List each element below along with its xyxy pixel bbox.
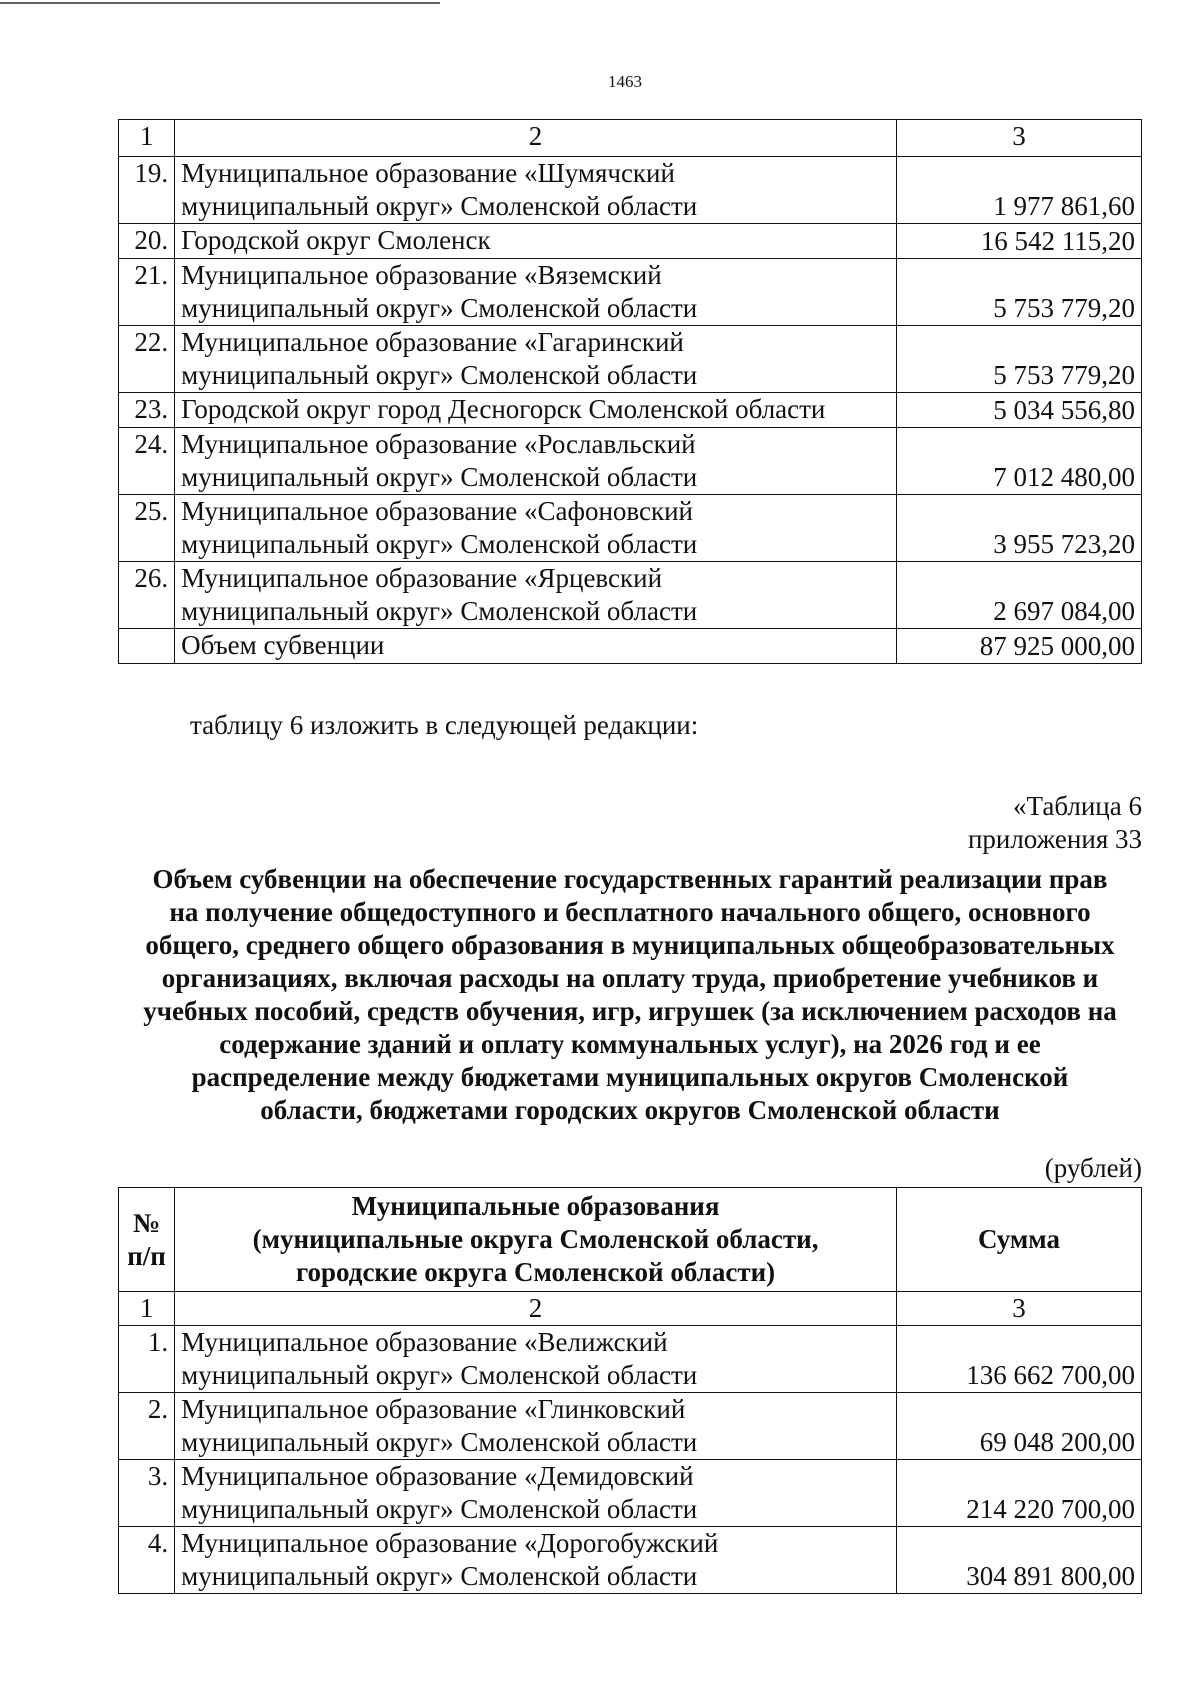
table-row — [119, 495, 1142, 562]
row-name — [175, 1527, 897, 1594]
row-sum: 304 891 800,00 — [896, 1527, 1141, 1594]
row-name: Городской округ город Десногорск Смоленской области — [175, 393, 897, 428]
row-number: 19. — [119, 157, 175, 224]
table-row — [119, 157, 1142, 224]
row-name-line1: Муниципальное образование «Шумячский — [181, 158, 675, 188]
header-col-1: 1 — [119, 1292, 175, 1326]
row-number: 20. — [119, 224, 175, 259]
row-sum: 16 542 115,20 — [896, 224, 1141, 259]
heading-line: Объем субвенции на обеспечение государственных гарантий реализации прав — [152, 864, 1108, 894]
column-titles-row — [119, 1188, 1142, 1292]
row-name-line1: Муниципальное образование «Рославльский — [181, 429, 696, 459]
table-reference — [968, 790, 1142, 856]
row-sum: 7 012 480,00 — [896, 428, 1141, 495]
heading-line: на получение общедоступного и бесплатного начального общего, основного — [169, 897, 1091, 927]
row-number: 22. — [119, 326, 175, 393]
heading-line: содержание зданий и оплату коммунальных услуг), на 2026 год и ее — [219, 1029, 1041, 1059]
row-number: 4. — [119, 1527, 175, 1594]
row-sum: 69 048 200,00 — [896, 1393, 1141, 1460]
row-number: 25. — [119, 495, 175, 562]
table-heading — [110, 863, 1150, 1127]
top-scan-rule — [0, 2, 440, 4]
table-row — [119, 428, 1142, 495]
subvention-table-6 — [118, 1187, 1142, 1594]
table-row — [119, 259, 1142, 326]
heading-line: области, бюджетами городских округов Смоленской области — [260, 1095, 1000, 1125]
header-col-3: 3 — [896, 1292, 1141, 1326]
column-title-number-line1: № — [133, 1207, 161, 1238]
row-name — [175, 157, 897, 224]
row-sum: 136 662 700,00 — [896, 1326, 1141, 1393]
row-number: 21. — [119, 259, 175, 326]
table-header-row — [119, 1292, 1142, 1326]
row-name-line1: Муниципальное образование «Сафоновский — [181, 496, 694, 526]
row-name — [175, 259, 897, 326]
row-name — [175, 1460, 897, 1527]
table-reference-line2: приложения 33 — [967, 824, 1142, 854]
column-title-number — [119, 1188, 175, 1292]
row-number: 23. — [119, 393, 175, 428]
total-number-empty — [119, 629, 175, 664]
page-number: 1463 — [608, 72, 642, 91]
row-name-line1: Муниципальное образование «Дорогобужский — [181, 1528, 719, 1558]
row-name-line1: Муниципальное образование «Ярцевский — [181, 563, 663, 593]
header-col-2: 2 — [175, 1292, 897, 1326]
total-sum: 87 925 000,00 — [896, 629, 1141, 664]
row-sum: 3 955 723,20 — [896, 495, 1141, 562]
subvention-table-continued — [118, 119, 1142, 664]
row-name — [175, 495, 897, 562]
heading-line: общего, среднего общего образования в муниципальных общеобразовательных — [145, 930, 1115, 960]
row-name-line1: Муниципальное образование «Гагаринский — [181, 327, 684, 357]
heading-line: учебных пособий, средств обучения, игр, игрушек (за исключением расходов на — [143, 996, 1117, 1026]
header-col-2: 2 — [175, 120, 897, 157]
table-row — [119, 224, 1142, 259]
row-name-line2: муниципальный округ» Смоленской области — [181, 596, 698, 626]
row-name-line1: Муниципальное образование «Велижский — [181, 1327, 668, 1357]
row-name-line2: муниципальный округ» Смоленской области — [181, 293, 698, 323]
unit-label: (рублей) — [1044, 1153, 1142, 1183]
column-title-sum: Сумма — [896, 1188, 1141, 1292]
heading-line: распределение между бюджетами муниципальных округов Смоленской — [191, 1062, 1069, 1092]
row-name: Городской округ Смоленск — [175, 224, 897, 259]
row-sum: 1 977 861,60 — [896, 157, 1141, 224]
row-name-line2: муниципальный округ» Смоленской области — [181, 360, 698, 390]
row-name — [175, 562, 897, 629]
row-name — [175, 1393, 897, 1460]
table-row — [119, 1460, 1142, 1527]
row-number: 2. — [119, 1393, 175, 1460]
row-name-line2: муниципальный округ» Смоленской области — [181, 462, 698, 492]
row-name-line1: Муниципальное образование «Вяземский — [181, 260, 662, 290]
column-title-name-line1: Муниципальные образования — [351, 1191, 720, 1221]
header-col-3: 3 — [896, 120, 1141, 157]
table-total-row — [119, 629, 1142, 664]
row-name-line2: муниципальный округ» Смоленской области — [181, 191, 698, 221]
heading-line: организациях, включая расходы на оплату труда, приобретение учебников и — [161, 963, 1099, 993]
total-label: Объем субвенции — [175, 629, 897, 664]
row-name-line2: муниципальный округ» Смоленской области — [181, 1427, 698, 1457]
row-name — [175, 428, 897, 495]
row-sum: 5 034 556,80 — [896, 393, 1141, 428]
table-reference-line1: «Таблица 6 — [1013, 791, 1142, 821]
table-row — [119, 1326, 1142, 1393]
row-name-line1: Муниципальное образование «Глинковский — [181, 1394, 686, 1424]
column-title-name-line2: (муниципальные округа Смоленской области, — [252, 1224, 819, 1254]
row-sum: 2 697 084,00 — [896, 562, 1141, 629]
row-name-line1: Муниципальное образование «Демидовский — [181, 1461, 694, 1491]
row-number: 3. — [119, 1460, 175, 1527]
table-row — [119, 326, 1142, 393]
intro-text: таблицу 6 изложить в следующей редакции: — [190, 710, 699, 740]
row-sum: 5 753 779,20 — [896, 259, 1141, 326]
row-name-line2: муниципальный округ» Смоленской области — [181, 1494, 698, 1524]
table-row — [119, 393, 1142, 428]
row-name — [175, 326, 897, 393]
header-col-1: 1 — [119, 120, 175, 157]
row-number: 1. — [119, 1326, 175, 1393]
row-sum: 214 220 700,00 — [896, 1460, 1141, 1527]
row-name-line2: муниципальный округ» Смоленской области — [181, 1360, 698, 1390]
table-header-row — [119, 120, 1142, 157]
row-name — [175, 1326, 897, 1393]
table-row — [119, 1393, 1142, 1460]
column-title-number-line2: п/п — [127, 1240, 166, 1271]
column-title-name-line3: городские округа Смоленской области) — [295, 1257, 776, 1287]
row-name-line2: муниципальный округ» Смоленской области — [181, 529, 698, 559]
row-name-line2: муниципальный округ» Смоленской области — [181, 1561, 698, 1591]
table-row — [119, 1527, 1142, 1594]
column-title-name — [175, 1188, 897, 1292]
row-number: 24. — [119, 428, 175, 495]
table-row — [119, 562, 1142, 629]
row-number: 26. — [119, 562, 175, 629]
row-sum: 5 753 779,20 — [896, 326, 1141, 393]
